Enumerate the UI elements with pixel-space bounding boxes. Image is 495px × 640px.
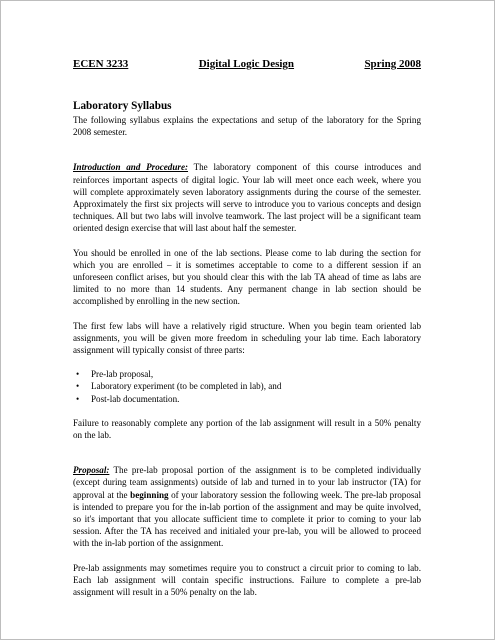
document-header: [73, 58, 421, 71]
course-term: Spring 2008: [364, 58, 421, 70]
bullet-icon: •: [76, 381, 80, 392]
introduction-section: [73, 161, 421, 234]
course-name: Digital Logic Design: [198, 58, 295, 70]
proposal-text-after: of your laboratory session the following week. The pre-lab proposal is intended to prepare you for the in-lab portion of the assignment and may be quite involved, so it's important that you allocate sufficient time to complete it prior to coming to your lab session. After the TA has received and initialed your pre-lab, you will be allowed to proceed with the in-lab portion of the assignment.: [73, 489, 421, 549]
intro-paragraph: The following syllabus explains the expectations and setup of the laboratory for the Spring 2008 semester.: [73, 115, 421, 138]
proposal-text-before: The pre-lab proposal portion of the assignment is to be completed individually (except during team assignments) outside of lab and turned in to your lab instructor (TA) for approval at the: [73, 465, 421, 500]
list-item-text: Laboratory experiment (to be completed in lab), and: [91, 381, 282, 392]
list-item: [73, 368, 421, 380]
structure-paragraph: The first few labs will have a relatively rigid structure. When you begin team oriented lab assignments, you will be given more freedom in scheduling your lab time. Each laboratory assignment will typically consist of three parts:: [73, 320, 421, 356]
list-item-text: Post-lab documentation.: [91, 393, 180, 404]
introduction-text: The laboratory component of this course introduces and reinforces important aspects of digital logic. Your lab will meet once each week, where you will complete approximately seven laboratory assignments during the course of the semester. Approximately the first six projects will serve to introduce you to various concepts and design techniques. All but two labs will involve teamwork. The last project will be a significant team oriented design exercise that will last about half the semester.: [73, 162, 421, 234]
list-item: [73, 380, 421, 392]
list-item: [73, 393, 421, 405]
page-title: Laboratory Syllabus: [73, 100, 172, 112]
list-item-text: Pre-lab proposal,: [91, 369, 154, 380]
bullet-icon: •: [76, 393, 80, 404]
proposal-section: [73, 464, 421, 549]
proposal-emphasis: beginning: [130, 489, 169, 500]
document-body: [73, 58, 421, 598]
lab-parts-list: [73, 368, 421, 405]
course-number: ECEN 3233: [73, 58, 129, 70]
enrollment-paragraph: You should be enrolled in one of the lab sections. Please come to lab during the section for which you are enrolled – it is sometimes acceptable to come to a different session if an unforeseen conflict arises, but you should clear this with the lab TA ahead of time as labs are limited to no more than 14 students. Any permanent change in lab section should be accomplished by enrolling in the new section.: [73, 247, 421, 307]
proposal-label: Proposal:: [73, 465, 110, 476]
introduction-label: Introduction and Procedure:: [73, 162, 189, 173]
penalty-paragraph: Failure to reasonably complete any portion of the lab assignment will result in a 50% penalty on the lab.: [73, 417, 421, 441]
bullet-icon: •: [76, 369, 80, 380]
prelab-paragraph: Pre-lab assignments may sometimes require you to construct a circuit prior to coming to lab. Each lab assignment will contain specific instructions. Failure to complete a pre-lab assignment will result in a 50% penalty on the lab.: [73, 562, 421, 598]
